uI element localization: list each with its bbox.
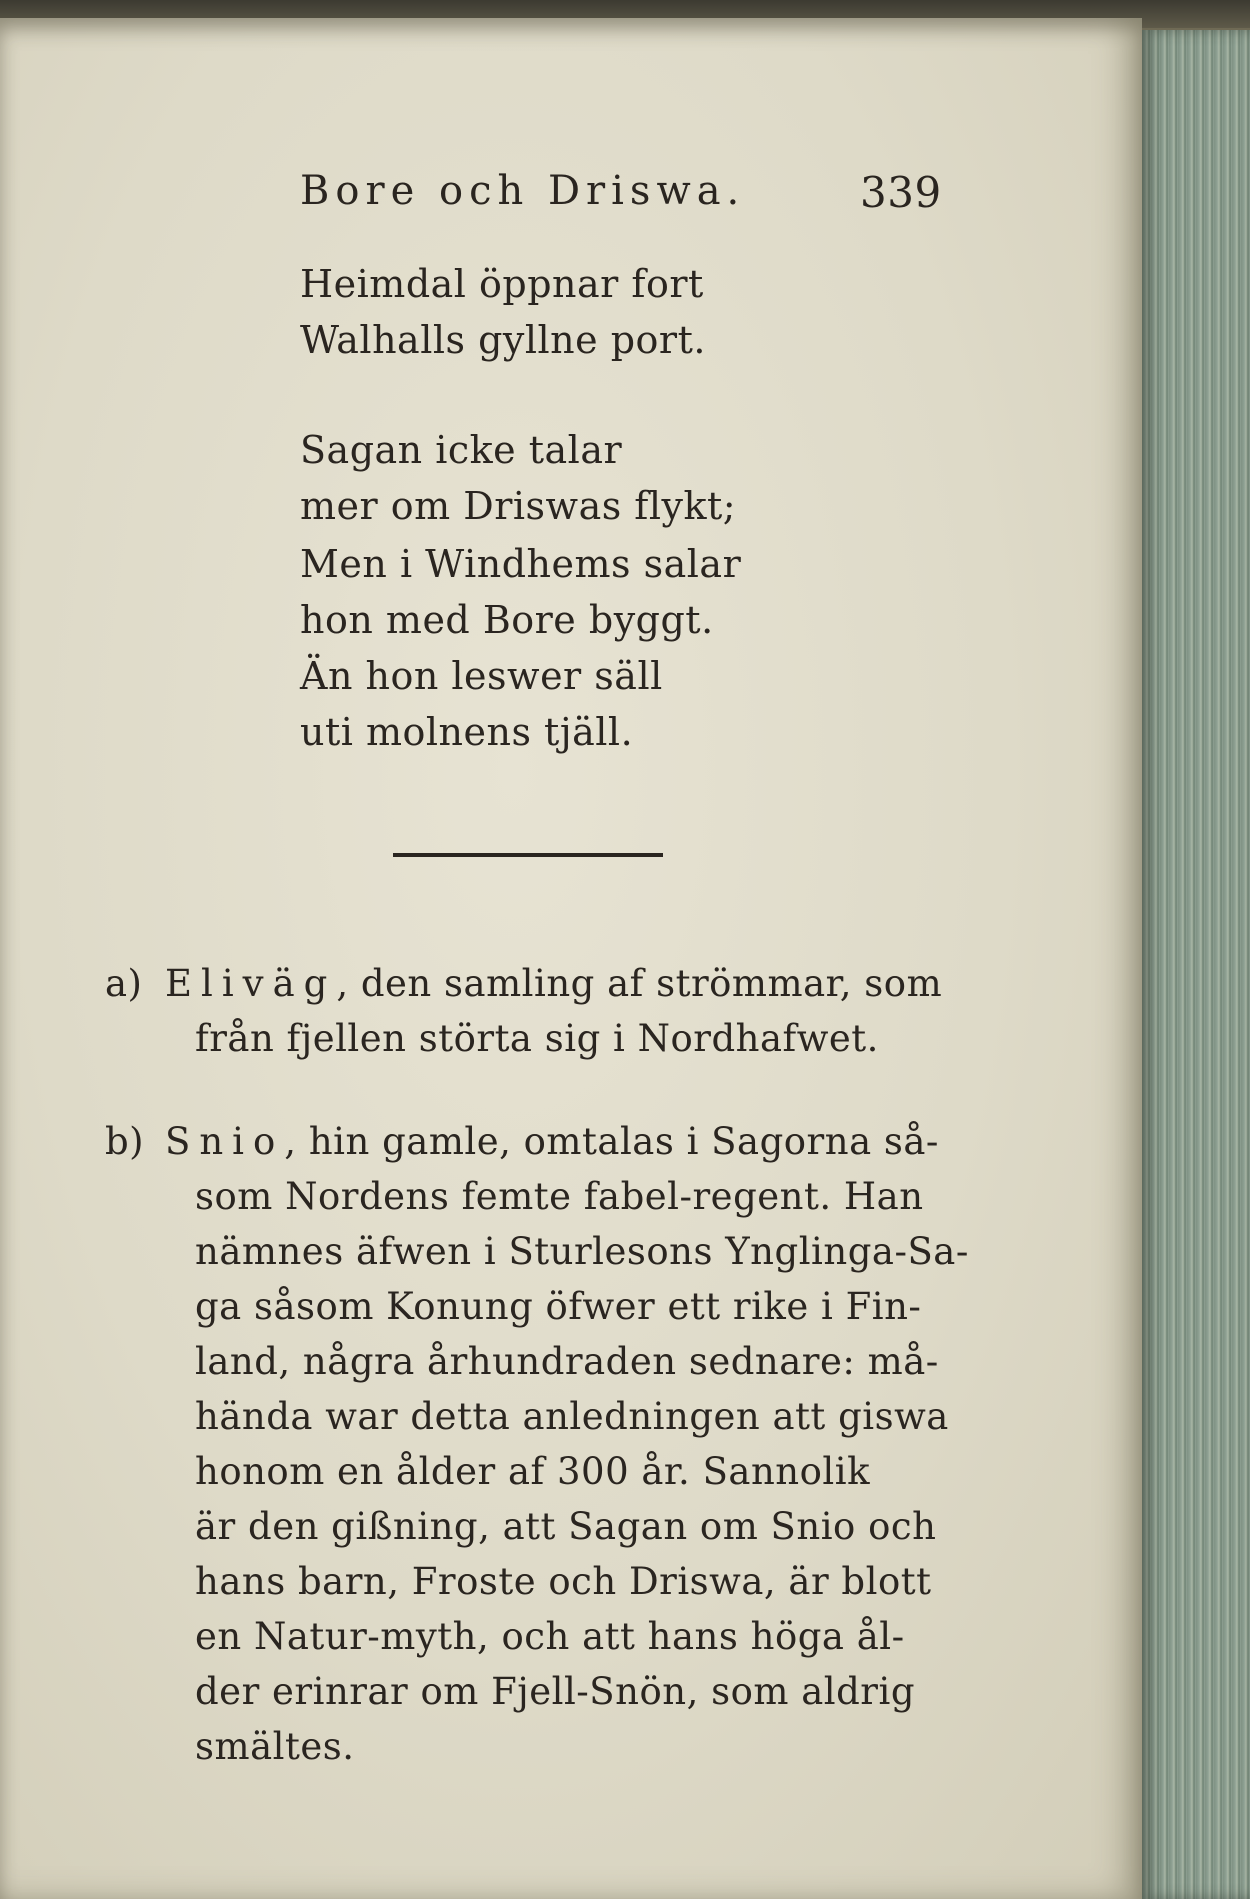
footnote-line: från fjellen störta sig i Nordhafwet. <box>195 1017 879 1060</box>
footnote-line: hända war detta anledningen att giswa <box>195 1395 949 1438</box>
page-edges <box>1142 30 1250 1899</box>
footnote-b-text: , hin gamle, omtalas i Sagorna så- <box>284 1120 939 1163</box>
footnote-line: nämnes äfwen i Sturlesons Ynglinga-Sa- <box>195 1230 969 1273</box>
footnote-line: honom en ålder af 300 år. Sannolik <box>195 1450 870 1493</box>
verse-line: Walhalls gyllne port. <box>300 318 706 362</box>
footnote-line: land, några århundraden sednare: må- <box>195 1340 939 1383</box>
running-header-title: Bore och Driswa. <box>300 168 746 214</box>
verse-line: Heimdal öppnar fort <box>300 262 704 306</box>
verse-line: mer om Driswas flykt; <box>300 484 737 528</box>
footnote-a-first-line <box>105 962 942 1005</box>
verse-line: Sagan icke talar <box>300 428 623 472</box>
footnote-line: som Nordens femte fabel-regent. Han <box>195 1175 924 1218</box>
footnote-b-label: b) <box>105 1120 145 1163</box>
page-number: 339 <box>860 168 942 217</box>
footnote-line: der erinrar om Fjell-Snön, som aldrig <box>195 1670 916 1713</box>
footnote-b-first-line <box>105 1120 939 1163</box>
section-divider <box>393 853 663 857</box>
footnote-a-text: , den samling af strömmar, som <box>336 962 943 1005</box>
footnote-b-term: Snio <box>165 1120 285 1163</box>
verse-line: Men i Windhems salar <box>300 542 742 586</box>
footnote-line: hans barn, Froste och Driswa, är blott <box>195 1560 932 1603</box>
footnote-line: en Natur-myth, och att hans höga ål- <box>195 1615 905 1658</box>
footnote-line: är den gißning, att Sagan om Snio och <box>195 1505 937 1548</box>
verse-line: hon med Bore byggt. <box>300 598 714 642</box>
footnote-a-term: Eliväg <box>165 962 337 1005</box>
verse-line: uti molnens tjäll. <box>300 710 634 754</box>
footnote-line: ga såsom Konung öfwer ett rike i Fin- <box>195 1285 922 1328</box>
footnote-line: smältes. <box>195 1725 355 1768</box>
verse-line: Än hon leswer säll <box>300 654 663 698</box>
footnote-a-label: a) <box>105 962 143 1005</box>
